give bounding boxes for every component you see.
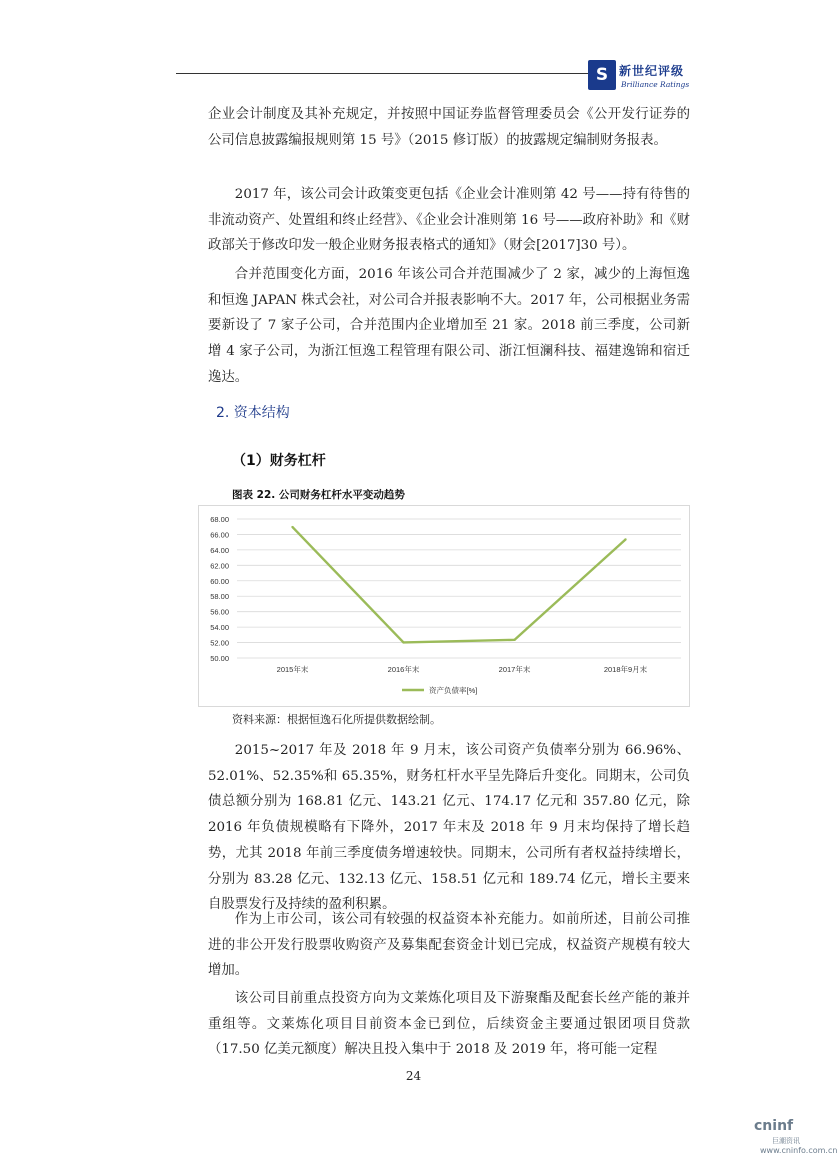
x-tick-label: 2016年末	[387, 665, 420, 674]
legend-label: 资产负债率[%]	[429, 686, 478, 695]
x-tick-label: 2017年末	[498, 665, 531, 674]
figure-caption: 图表 22. 公司财务杠杆水平变动趋势	[232, 489, 405, 501]
figure-source: 资料来源：根据恒逸石化所提供数据绘制。	[232, 713, 441, 726]
y-tick-label: 56.00	[210, 607, 229, 617]
page-number: 24	[405, 1069, 422, 1083]
header-rule	[176, 73, 588, 74]
data-point	[513, 639, 515, 641]
brilliance-ratings-logo	[588, 60, 698, 96]
data-point	[624, 538, 626, 540]
paragraph-investment: 该公司目前重点投资方向为文莱炼化项目及下游聚酯及配套长丝产能的兼并重组等。文莱炼化项目目前资本金已到位，后续资金主要通过银团项目贷款（17.50 亿美元额度）解决且投入集中于 2018 及 2019 年，将可能一定程	[208, 991, 690, 1058]
y-tick-label: 50.00	[210, 654, 229, 663]
watermark-url: www.cninfo.com.cn	[760, 1146, 837, 1155]
paragraph-consolidation-scope: 合并范围变化方面，2016 年该公司合并范围减少了 2 家，减少的上海恒逸和恒逸 JAPAN 株式会社，对公司合并报表影响不大。2017 年，公司根据业务需要新设了 7 家子公司，合并范围内企业增加至 21 家。2018 前三季度，公司新增 4 家子公司，为浙江恒逸工程管理有限公司、浙江恒澜科技、福建逸锦和宿迁逸达。	[208, 267, 690, 385]
y-tick-label: 68.00	[210, 515, 229, 524]
section-heading-capital-structure: 2. 资本结构	[216, 405, 290, 421]
y-tick-label: 54.00	[210, 623, 229, 633]
y-tick-label: 60.00	[210, 576, 229, 586]
subheading-financial-leverage: （1）财务杠杆	[232, 453, 326, 469]
data-point	[291, 526, 293, 528]
paragraph-policy-change: 2017 年，该公司会计政策变更包括《企业会计准则第 42 号——持有待售的非流动资产、处置组和终止经营》、《企业会计准则第 16 号——政府补助》和《财政部关于修改印发一般企业财务报表格式的通知》（财会[2017]30 号）。	[208, 187, 690, 254]
x-tick-label: 2015年末	[276, 665, 309, 674]
y-tick-label: 62.00	[210, 561, 229, 571]
data-point	[402, 641, 404, 643]
paragraph-accounting-basis: 企业会计制度及其补充规定，并按照中国证券监督管理委员会《公开发行证券的公司信息披露编报规则第 15 号》（2015 修订版）的披露规定编制财务报表。	[208, 107, 690, 148]
y-tick-label: 58.00	[210, 592, 229, 602]
paragraph-equity-capacity: 作为上市公司，该公司有较强的权益资本补充能力。如前所述，目前公司推进的非公开发行股票收购资产及募集配套资金计划已完成，权益资产规模有较大增加。	[208, 912, 690, 979]
watermark-logo: cninf	[754, 1118, 794, 1134]
y-tick-label: 64.00	[210, 545, 229, 555]
logo-mark: S	[588, 60, 616, 90]
watermark-chinese: 巨潮资讯	[772, 1137, 800, 1145]
leverage-chart-svg	[199, 506, 689, 706]
logo-chinese-name: 新世纪评级	[619, 64, 685, 78]
y-tick-label: 52.00	[210, 638, 229, 648]
leverage-chart	[198, 505, 690, 707]
series-line	[293, 527, 626, 642]
y-tick-label: 66.00	[210, 530, 229, 540]
logo-english-name: Brilliance Ratings	[621, 80, 690, 89]
paragraph-debt-ratio: 2015~2017 年及 2018 年 9 月末，该公司资产负债率分别为 66.96%、52.01%、52.35%和 65.35%，财务杠杆水平呈先降后升变化。同期末，公司负债总额分别为 168.81 亿元、143.21 亿元、174.17 亿元和 357.80 亿元，除 2016 年负债规模略有下降外，2017 年末及 2018 年 9 月末均保持了增长趋势，尤其 2018 年前三季度债务增速较快。同期末，公司所有者权益持续增长，分别为 83.28 亿元、132.13 亿元、158.51 亿元和 189.74 亿元，增长主要来自股票发行及持续的盈利积累。	[208, 743, 690, 913]
x-tick-label: 2018年9月末	[603, 665, 648, 674]
cninfo-watermark	[730, 1116, 837, 1162]
